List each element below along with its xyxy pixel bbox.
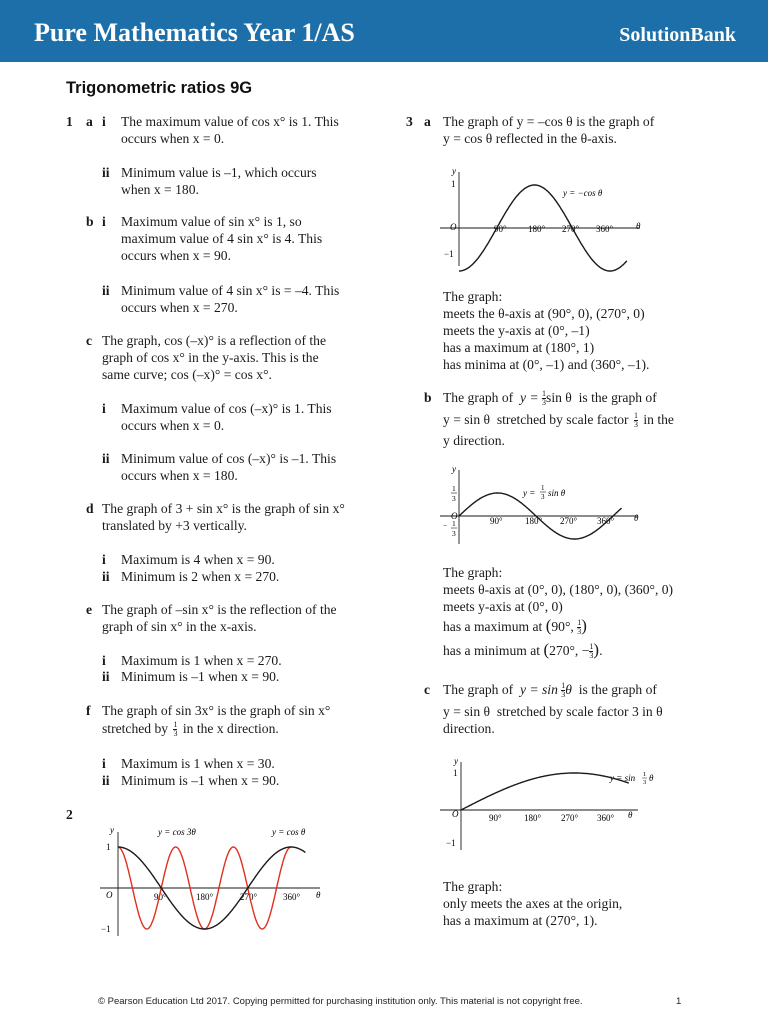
q1a-ii-line: when x = 180. bbox=[121, 182, 199, 197]
q1c-line: The graph, cos (–x)° is a reflection of the bbox=[102, 333, 326, 348]
q1f-text: in the x direction. bbox=[182, 721, 279, 736]
q1f-text: stretched by bbox=[102, 721, 169, 736]
q1-number: 1 bbox=[66, 114, 73, 129]
q1e-line: graph of sin x° in the x-axis. bbox=[102, 619, 257, 634]
q3b-equation: y = bbox=[520, 390, 543, 405]
y-tick-denominator: 3 bbox=[452, 529, 456, 538]
q3b-text: is the graph of bbox=[578, 390, 657, 405]
q1e-i-line: Maximum is 1 when x = 270. bbox=[121, 653, 282, 668]
curve-label: y = −cos θ bbox=[563, 188, 603, 198]
q3b-point: 270°, − bbox=[549, 643, 590, 658]
q3b-text: in the bbox=[643, 412, 674, 427]
close-paren: ) bbox=[581, 616, 587, 635]
q3c-note: has a maximum at (270°, 1). bbox=[443, 913, 598, 928]
fraction-numerator: 1 bbox=[542, 389, 547, 399]
q3c-function: θ bbox=[565, 682, 572, 697]
y-tick-label: −1 bbox=[101, 924, 111, 934]
y-axis-label: y bbox=[454, 756, 458, 766]
q3a-label: a bbox=[424, 114, 431, 129]
q1b-i-line: occurs when x = 90. bbox=[121, 248, 231, 263]
q1d-line: translated by +3 vertically. bbox=[102, 518, 247, 533]
fraction-numerator: 1 bbox=[633, 411, 638, 421]
q1e-ii-label: ii bbox=[102, 669, 110, 684]
q3c-label: c bbox=[424, 682, 431, 697]
q3c-equation: y = sin θ bbox=[443, 704, 491, 719]
q3a-line: The graph of y = –cos θ is the graph of bbox=[443, 114, 655, 129]
x-tick-label: 360° bbox=[283, 892, 301, 902]
x-tick-label: 360° bbox=[597, 813, 615, 823]
fraction-denominator: 3 bbox=[561, 690, 566, 700]
curve-label-prefix: y = sin bbox=[610, 773, 636, 783]
origin-label: O bbox=[450, 222, 457, 232]
y-axis-label: y bbox=[110, 825, 114, 835]
q3b-note: meets y-axis at (0°, 0) bbox=[443, 599, 563, 614]
open-paren: ( bbox=[545, 616, 552, 635]
q1c-i-label: i bbox=[102, 401, 106, 416]
q1b-i-line: Maximum value of sin x° is 1, so bbox=[121, 214, 302, 229]
y-axis-label: y bbox=[452, 464, 456, 474]
q1f-label: f bbox=[86, 703, 91, 718]
q1d-line: The graph of 3 + sin x° is the graph of sin x° bbox=[102, 501, 345, 516]
q1d-ii-label: ii bbox=[102, 569, 110, 584]
curve-label-denominator: 3 bbox=[643, 779, 647, 786]
x-tick-label: 180° bbox=[196, 892, 214, 902]
fraction-numerator: 1 bbox=[561, 681, 566, 691]
q1f-i-label: i bbox=[102, 756, 106, 771]
x-tick-label: 90° bbox=[494, 224, 507, 234]
q1b-ii-line: occurs when x = 270. bbox=[121, 300, 238, 315]
curve-label-function: sin θ bbox=[548, 488, 566, 498]
q1c-line: same curve; cos (–x)° = cos x°. bbox=[102, 367, 272, 382]
q1f-ii-label: ii bbox=[102, 773, 110, 788]
x-tick-label: 180° bbox=[524, 813, 542, 823]
q3b-text: has a maximum at bbox=[443, 619, 543, 634]
y-tick-numerator: 1 bbox=[452, 484, 456, 493]
q3b-note: The graph: bbox=[443, 565, 503, 580]
q1e-ii-line: Minimum is –1 when x = 90. bbox=[121, 669, 280, 684]
q3a-line: y = cos θ reflected in the θ-axis. bbox=[443, 131, 617, 146]
q3b-minimum: has a minimum at (270°, − $\frac{1}{3}$ ). bbox=[443, 640, 603, 661]
y-tick-denominator: 3 bbox=[452, 494, 456, 503]
q1c-i-line: occurs when x = 0. bbox=[121, 418, 225, 433]
q3c-note: only meets the axes at the origin, bbox=[443, 896, 623, 911]
x-tick-label: 270° bbox=[562, 224, 580, 234]
q1a-i-label: i bbox=[102, 114, 106, 129]
q1d-i-label: i bbox=[102, 552, 106, 567]
curve-label-function: θ bbox=[649, 773, 654, 783]
q3c-line: direction. bbox=[443, 721, 495, 736]
q1c-line: graph of cos x° in the y-axis. This is the bbox=[102, 350, 319, 365]
q3a-note: has minima at (0°, –1) and (360°, –1). bbox=[443, 357, 650, 372]
q3c-equation: y = sin bbox=[520, 682, 558, 697]
y-tick-sign: − bbox=[443, 521, 448, 530]
x-axis-label: θ bbox=[636, 221, 641, 231]
y-tick-label: 1 bbox=[106, 842, 111, 852]
q1c-ii-line: Minimum value of cos (–x)° is –1. This bbox=[121, 451, 337, 466]
origin-label: O bbox=[451, 511, 458, 521]
origin-label: O bbox=[452, 809, 459, 819]
q1f-line: The graph of sin 3x° is the graph of sin x° bbox=[102, 703, 331, 718]
x-axis-label: θ bbox=[316, 890, 321, 900]
q1a-label: a bbox=[86, 114, 93, 129]
q1e-label: e bbox=[86, 602, 93, 617]
q3b-line: y direction. bbox=[443, 433, 505, 448]
q3b-label: b bbox=[424, 390, 432, 405]
q1c-ii-label: ii bbox=[102, 451, 110, 466]
q1a-i-line: occurs when x = 0. bbox=[121, 131, 225, 146]
x-tick-label: 270° bbox=[240, 892, 258, 902]
q1c-ii-line: occurs when x = 180. bbox=[121, 468, 238, 483]
fraction-numerator: 1 bbox=[577, 618, 582, 628]
q3a-note: meets the θ-axis at (90°, 0), (270°, 0) bbox=[443, 306, 645, 321]
q1d-i-line: Maximum is 4 when x = 90. bbox=[121, 552, 275, 567]
q3c-text: The graph of bbox=[443, 682, 514, 697]
x-tick-label: 90° bbox=[489, 813, 502, 823]
fraction-denominator: 3 bbox=[173, 729, 178, 739]
y-tick-numerator: 1 bbox=[452, 519, 456, 528]
fraction-denominator: 3 bbox=[633, 420, 638, 430]
page-number: 1 bbox=[676, 996, 682, 1007]
origin-label: O bbox=[106, 890, 113, 900]
fraction-denominator: 3 bbox=[577, 627, 582, 637]
q3a-note: The graph: bbox=[443, 289, 503, 304]
y-tick-label: −1 bbox=[446, 838, 456, 848]
q1d-ii-line: Minimum is 2 when x = 270. bbox=[121, 569, 280, 584]
q3c-text: is the graph of bbox=[578, 682, 657, 697]
curve-label-numerator: 1 bbox=[643, 771, 647, 778]
q3a-note: has a maximum at (180°, 1) bbox=[443, 340, 595, 355]
fraction-numerator: 1 bbox=[173, 720, 178, 730]
brand-name: SolutionBank bbox=[619, 24, 736, 46]
x-tick-label: 360° bbox=[596, 224, 614, 234]
close-paren: ) bbox=[593, 640, 600, 659]
q3a-note: meets the y-axis at (0°, –1) bbox=[443, 323, 590, 338]
y-axis-label: y bbox=[452, 166, 456, 176]
q3b-text: has a minimum at bbox=[443, 643, 541, 658]
curve-label-prefix: y = bbox=[523, 488, 536, 498]
q1f-ii-line: Minimum is –1 when x = 90. bbox=[121, 773, 280, 788]
q1b-i-label: i bbox=[102, 214, 106, 229]
q1b-label: b bbox=[86, 214, 94, 229]
x-axis-label: θ bbox=[634, 513, 639, 523]
q1d-label: d bbox=[86, 501, 94, 516]
q1b-ii-line: Minimum value of 4 sin x° is = –4. This bbox=[121, 283, 340, 298]
q1c-label: c bbox=[86, 333, 93, 348]
curve-label-numerator: 1 bbox=[541, 484, 545, 492]
q1e-line: The graph of –sin x° is the reflection of the bbox=[102, 602, 337, 617]
x-tick-label: 270° bbox=[560, 516, 578, 526]
x-tick-label: 180° bbox=[525, 516, 543, 526]
q3b-function: sin θ bbox=[546, 390, 572, 405]
q1a-i-line: The maximum value of cos x° is 1. This bbox=[121, 114, 339, 129]
q3c-note: The graph: bbox=[443, 879, 503, 894]
y-tick-label: −1 bbox=[444, 249, 454, 259]
q1e-i-label: i bbox=[102, 653, 106, 668]
curve-label-cos3: y = cos 3θ bbox=[158, 827, 196, 837]
q1c-i-line: Maximum value of cos (–x)° is 1. This bbox=[121, 401, 332, 416]
curve-label-cos: y = cos θ bbox=[272, 827, 306, 837]
curve-label-denominator: 3 bbox=[541, 493, 545, 501]
fraction-denominator: 3 bbox=[589, 651, 594, 661]
q1b-ii-label: ii bbox=[102, 283, 110, 298]
q1a-ii-line: Minimum value is –1, which occurs bbox=[121, 165, 317, 180]
x-tick-label: 180° bbox=[528, 224, 546, 234]
q3b-text: stretched by scale factor bbox=[496, 412, 629, 427]
fraction-denominator: 3 bbox=[542, 398, 547, 408]
x-axis-label: θ bbox=[628, 810, 633, 820]
q1b-i-line: maximum value of 4 sin x° is 4. This bbox=[121, 231, 323, 246]
q3b-point: 90°, bbox=[551, 619, 574, 634]
x-tick-label: 90° bbox=[490, 516, 503, 526]
x-tick-label: 270° bbox=[561, 813, 579, 823]
x-tick-label: 360° bbox=[597, 516, 615, 526]
sin-third-theta-curve bbox=[461, 773, 629, 810]
q1f-i-line: Maximum is 1 when x = 30. bbox=[121, 756, 275, 771]
book-title: Pure Mathematics Year 1/AS bbox=[34, 18, 355, 47]
x-tick-label: 90° bbox=[154, 892, 167, 902]
copyright-notice: © Pearson Education Ltd 2017. Copying permitted for purchasing institution only. This material is not copyright free. bbox=[98, 996, 583, 1007]
q3b-note: meets θ-axis at (0°, 0), (180°, 0), (360°, 0) bbox=[443, 582, 674, 597]
open-paren: ( bbox=[543, 640, 550, 659]
q3b-equation: y = sin θ bbox=[443, 412, 491, 427]
q1a-ii-label: ii bbox=[102, 165, 110, 180]
q3b-text: The graph of bbox=[443, 390, 514, 405]
y-tick-label: 1 bbox=[453, 768, 458, 778]
section-title: Trigonometric ratios 9G bbox=[66, 79, 253, 97]
y-tick-label: 1 bbox=[451, 179, 456, 189]
q3c-text: stretched by scale factor 3 in θ bbox=[496, 704, 663, 719]
q3-number: 3 bbox=[406, 114, 413, 129]
fraction-numerator: 1 bbox=[589, 642, 594, 652]
q2-number: 2 bbox=[66, 807, 73, 822]
